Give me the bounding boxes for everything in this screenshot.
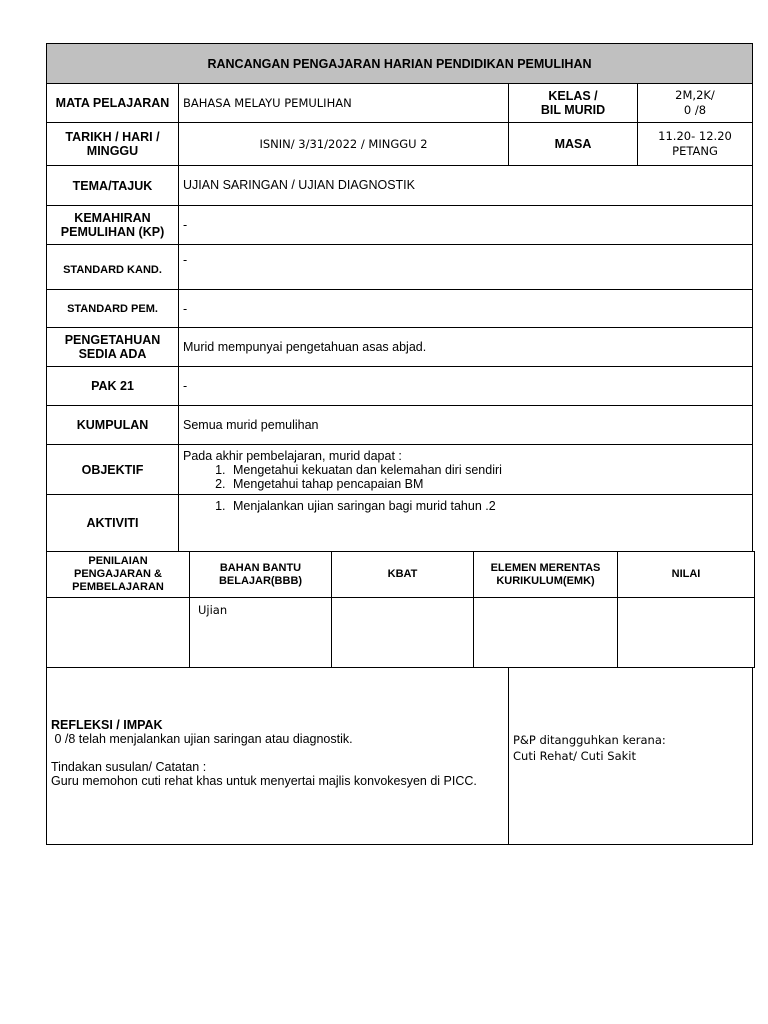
standard-pem-label: STANDARD PEM. (46, 289, 179, 328)
bbb-cell: Ujian (189, 597, 332, 668)
objektif-value (178, 444, 753, 495)
objektif-label: OBJEKTIF (46, 444, 179, 495)
aktiviti-value (178, 494, 753, 552)
penilaian-header: PENILAIAN PENGAJARAN & PEMBELAJARAN (46, 551, 190, 598)
tarikh-label: TARIKH / HARI / MINGGU (46, 122, 179, 166)
refleksi-text: 0 /8 telah menjalankan ujian saringan atau diagnostik. (51, 732, 353, 746)
list-item: 1. Menjalankan ujian saringan bagi murid tahun .2 (229, 499, 752, 513)
tema-label: TEMA/TAJUK (46, 165, 179, 206)
tindakan-label: Tindakan susulan/ Catatan : (51, 760, 207, 774)
aktiviti-list (183, 499, 752, 513)
standard-pem-value: - (178, 289, 753, 328)
kelas-label: KELAS / BIL MURID (508, 83, 638, 123)
penilaian-cell (46, 597, 190, 668)
pengetahuan-label: PENGETAHUAN SEDIA ADA (46, 327, 179, 367)
refleksi-heading: REFLEKSI / IMPAK (51, 718, 163, 732)
kemahiran-label: KEMAHIRAN PEMULIHAN (KP) (46, 205, 179, 245)
pak21-value: - (178, 366, 753, 406)
kumpulan-value: Semua murid pemulihan (178, 405, 753, 445)
kbat-cell (331, 597, 474, 668)
list-item: 1. Mengetahui kekuatan dan kelemahan diri sendiri (229, 463, 752, 477)
mata-pelajaran-value: BAHASA MELAYU PEMULIHAN (178, 83, 509, 123)
kbat-header: KBAT (331, 551, 474, 598)
masa-value: 11.20- 12.20 PETANG (637, 122, 753, 166)
pak21-label: PAK 21 (46, 366, 179, 406)
aktiviti-label: AKTIVITI (46, 494, 179, 552)
standard-kand-value: - (178, 244, 753, 290)
kemahiran-value: - (178, 205, 753, 245)
emk-cell (473, 597, 618, 668)
kelas-value: 2M,2K/ 0 /8 (637, 83, 753, 123)
objektif-list (183, 463, 752, 491)
title-text: RANCANGAN PENGAJARAN HARIAN PENDIDIKAN PEMULIHAN (207, 56, 592, 71)
list-item: 2. Mengetahui tahap pencapaian BM (229, 477, 752, 491)
pp-cell (508, 667, 753, 845)
pp-reason-label: P&P ditangguhkan kerana: (513, 733, 666, 747)
pp-reason-value: Cuti Rehat/ Cuti Sakit (513, 749, 636, 763)
page-title (46, 43, 753, 84)
refleksi-cell (46, 667, 509, 845)
nilai-header: NILAI (617, 551, 755, 598)
tindakan-text: Guru memohon cuti rehat khas untuk menyertai majlis konvokesyen di PICC. (51, 774, 477, 788)
nilai-cell (617, 597, 755, 668)
tema-value: UJIAN SARINGAN / UJIAN DIAGNOSTIK (178, 165, 753, 206)
pengetahuan-value: Murid mempunyai pengetahuan asas abjad. (178, 327, 753, 367)
standard-kand-label: STANDARD KAND. (46, 244, 179, 290)
tarikh-value: ISNIN/ 3/31/2022 / MINGGU 2 (178, 122, 509, 166)
bbb-header: BAHAN BANTU BELAJAR(BBB) (189, 551, 332, 598)
mata-pelajaran-label: MATA PELAJARAN (46, 83, 179, 123)
masa-label: MASA (508, 122, 638, 166)
objektif-intro: Pada akhir pembelajaran, murid dapat : (183, 449, 402, 463)
emk-header: ELEMEN MERENTAS KURIKULUM(EMK) (473, 551, 618, 598)
kumpulan-label: KUMPULAN (46, 405, 179, 445)
